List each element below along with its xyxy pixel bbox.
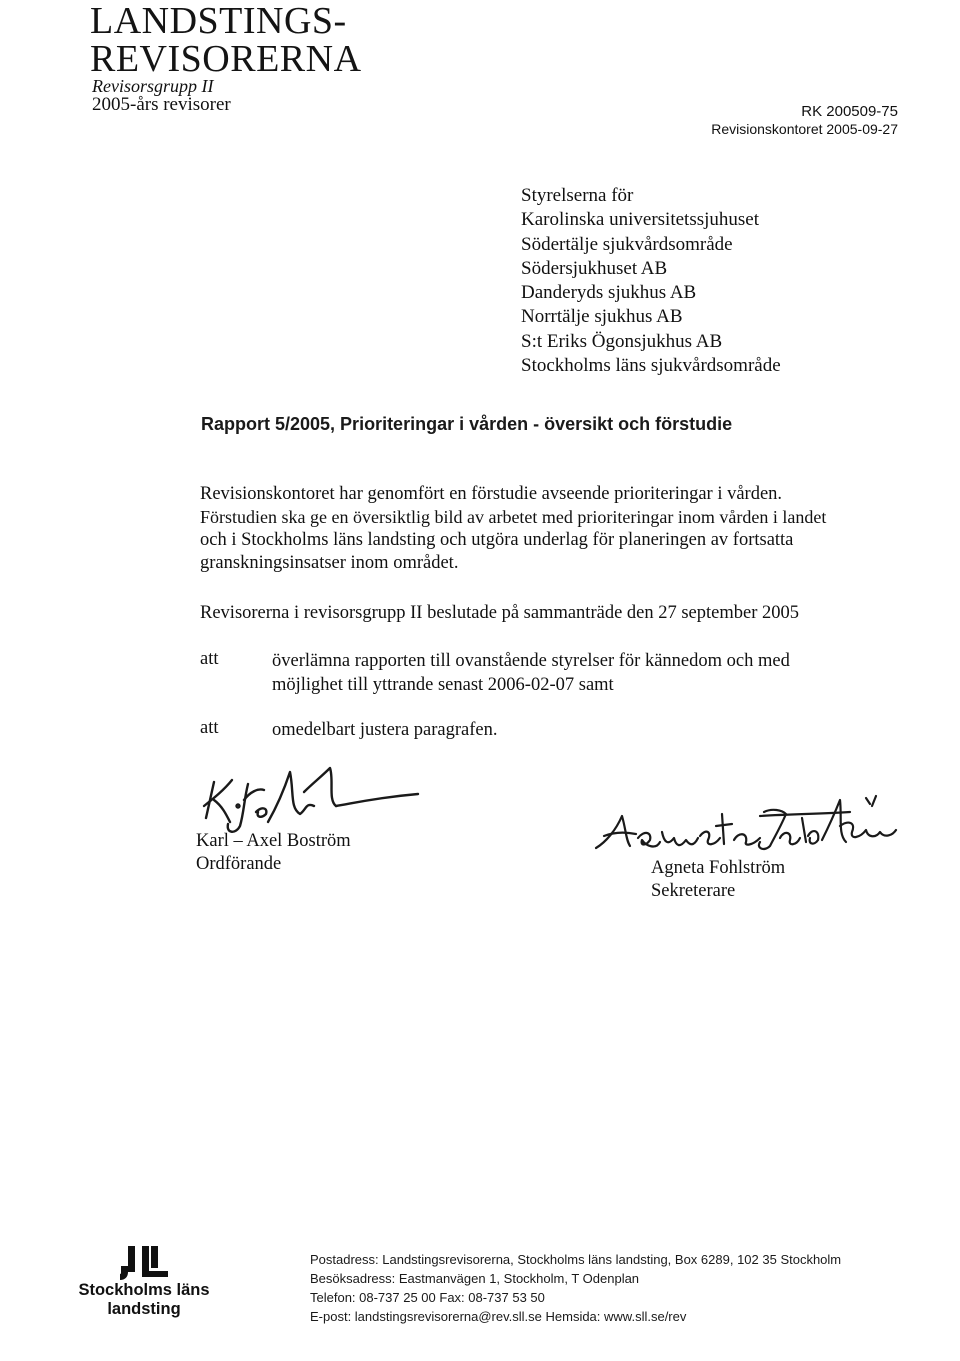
logo-text-line2: landsting [107, 1300, 181, 1318]
organization-subtitle: 2005-års revisorer [92, 94, 231, 115]
recipient-line: Södertälje sjukvårdsområde [521, 233, 733, 255]
footer-visiting-address: Besöksadress: Eastmanvägen 1, Stockholm, T Odenplan [310, 1271, 640, 1286]
letter-subject: Rapport 5/2005, Prioriteringar i vården - översikt och förstudie [201, 414, 733, 434]
revision-group: Revisorsgrupp II [92, 76, 214, 96]
recipient-line: Karolinska universitetssjuhuset [521, 209, 759, 231]
chair-signature [204, 768, 418, 832]
decision-line: överlämna rapporten till ovanstående styrelser för kännedom och med [272, 651, 790, 671]
paragraph-line: Revisionskontoret har genomfört en förstudie avseende prioriteringar i vården. [200, 484, 783, 504]
secretary-signature-block [651, 857, 785, 903]
logo-text-line1: Stockholms läns [78, 1281, 210, 1299]
secretary-name: Agneta Fohlström [651, 858, 786, 878]
decision-label: att [200, 718, 219, 738]
chair-name: Karl – Axel Boström [196, 831, 351, 851]
reference-number: RK 200509-75 [801, 103, 898, 120]
recipient-line: Södersjukhuset AB [521, 257, 668, 279]
office-date: Revisionskontoret 2005-09-27 [711, 121, 898, 137]
landsting-logo-icon [118, 1244, 170, 1282]
chair-role: Ordförande [196, 854, 282, 874]
landsting-logo-text [78, 1281, 210, 1319]
footer-email-web: E-post: landstingsrevisorerna@rev.sll.se Hemsida: www.sll.se/rev [310, 1309, 687, 1324]
decision-label: att [200, 649, 219, 669]
paragraph-line: granskningsinsatser inom området. [200, 553, 459, 573]
recipient-line: Norrtälje sjukhus AB [521, 306, 683, 328]
paragraph-line: Förstudien ska ge en översiktlig bild av arbetet med prioriteringar inom vården i landet [200, 507, 827, 527]
footer-postal-address: Postadress: Landstingsrevisorerna, Stockholms läns landsting, Box 6289, 102 35 Stockholm [310, 1252, 842, 1267]
paragraph-line: och i Stockholms läns landsting och utgöra underlag för planeringen av fortsatta [200, 530, 794, 550]
recipient-line: S:t Eriks Ögonsjukhus AB [521, 330, 723, 352]
decision-line: omedelbart justera paragrafen. [272, 720, 498, 740]
footer-phone: Telefon: 08-737 25 00 Fax: 08-737 53 50 [310, 1290, 545, 1305]
body-paragraph-2: Revisorerna i revisorsgrupp II beslutade på sammanträde den 27 september 2005 [200, 603, 800, 623]
recipient-line: Stockholms läns sjukvårdsområde [521, 355, 781, 377]
secretary-signature [596, 796, 896, 849]
chair-signature-block [196, 830, 351, 876]
recipient-line: Danderyds sjukhus AB [521, 282, 697, 304]
organization-title-line1: LANDSTINGS- [90, 0, 347, 42]
footer-contact [310, 1250, 841, 1326]
organization-title-line2: REVISORERNA [90, 38, 362, 80]
secretary-role: Sekreterare [651, 881, 736, 901]
decision-line: möjlighet till yttrande senast 2006-02-07 samt [272, 675, 614, 695]
recipient-line: Styrelserna för [521, 185, 634, 206]
